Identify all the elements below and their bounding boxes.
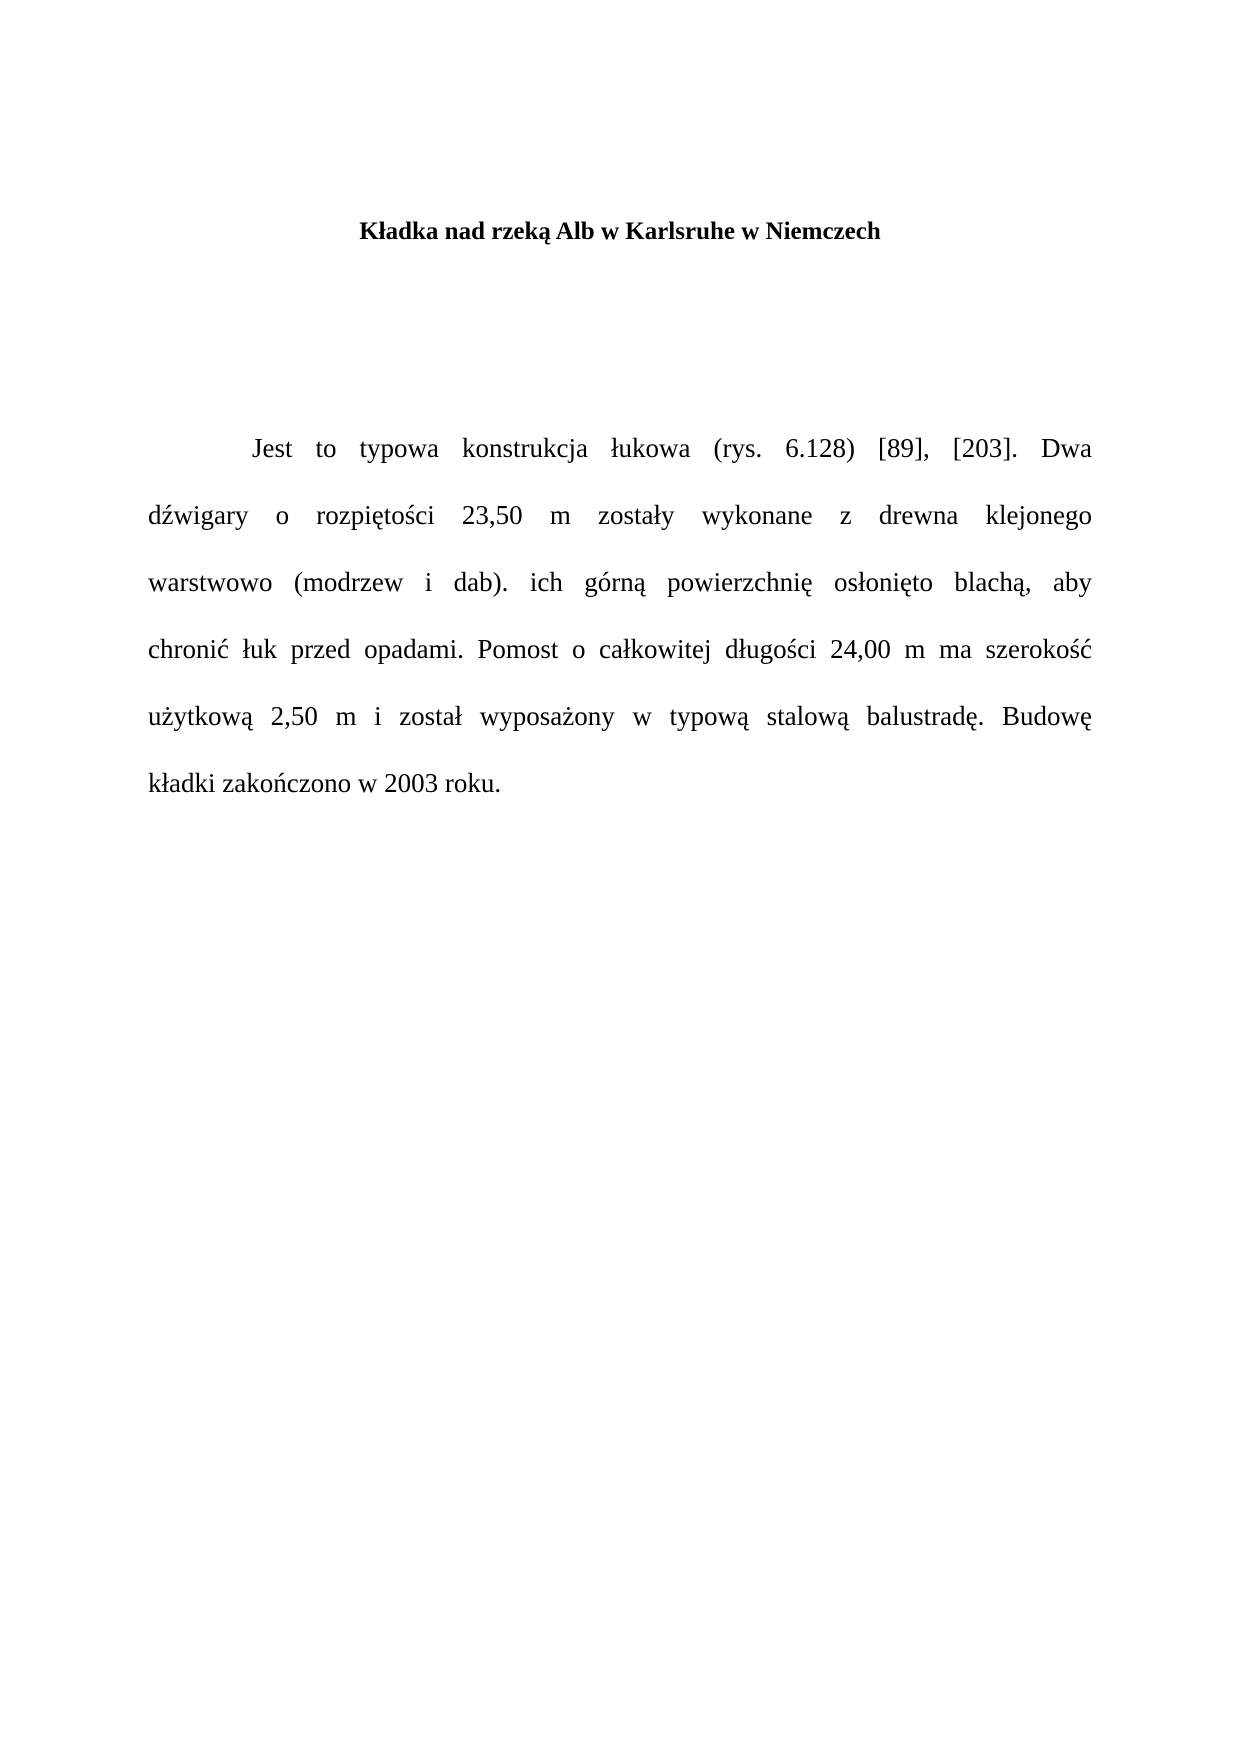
paragraph-line: użytkową 2,50 m i został wyposażony w typową stalową balustradę. Budowę bbox=[148, 701, 1092, 731]
paragraph-line: warstwowo (modrzew i dab). ich górną powierzchnię osłonięto blachą, aby bbox=[148, 567, 1092, 597]
paragraph-line: kładki zakończono w 2003 roku. bbox=[148, 768, 502, 798]
body-paragraph bbox=[148, 415, 1092, 817]
paragraph-line: chronić łuk przed opadami. Pomost o całkowitej długości 24,00 m ma szerokość bbox=[148, 634, 1092, 664]
paragraph-line: Jest to typowa konstrukcja łukowa (rys. 6.128) [89], [203]. Dwa bbox=[252, 433, 1092, 463]
document-title: Kładka nad rzeką Alb w Karlsruhe w Niemczech bbox=[359, 218, 881, 245]
paragraph-line: dźwigary o rozpiętości 23,50 m zostały wykonane z drewna klejonego bbox=[148, 500, 1092, 530]
